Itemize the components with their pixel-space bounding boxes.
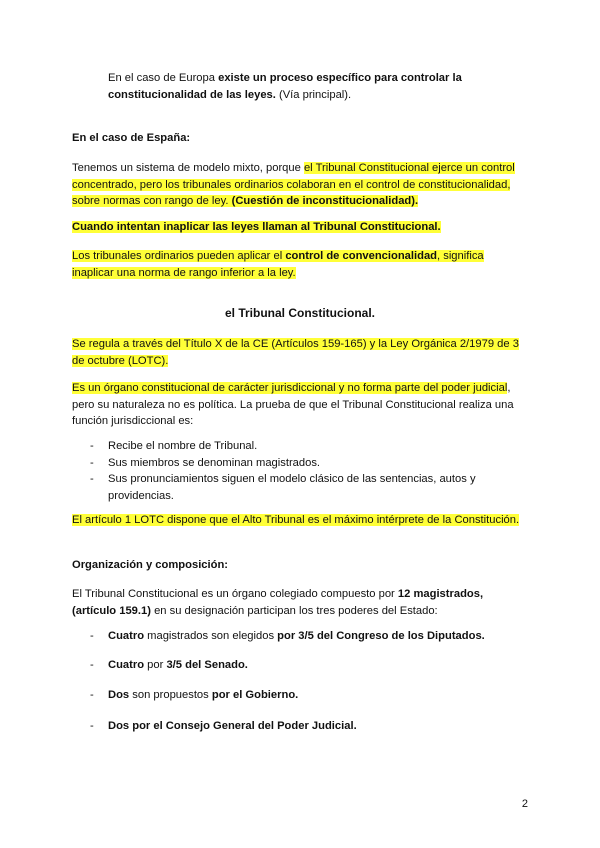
lotc-paragraph: El artículo 1 LOTC dispone que el Alto Tribunal es el máximo intérprete de la Constitución. [72, 514, 520, 526]
organ-text: , pero su naturaleza no es política. La prueba de que el Tribunal Constitucional realiza una función jurisdiccional es: [72, 382, 514, 427]
regulation-paragraph: Se regula a través del Título X de la CE (Artículos 159-165) y la Ley Orgánica 2/1979 de 3 de octubre (LOTC). [72, 338, 519, 367]
page-number: 2 [521, 798, 528, 810]
europe-text: En el caso de Europa [108, 72, 219, 84]
list-item: - Recibe el nombre de Tribunal. [90, 440, 258, 452]
list-item: - Sus miembros se denominan magistrados. [90, 456, 321, 469]
list-item: - Cuatro por 3/5 del Senado. [90, 659, 248, 671]
composition-list [72, 687, 528, 704]
convencionalidad-tail: , significa inaplicar una norma de rango inferior a la ley. [72, 250, 484, 279]
mixed-model-text: Tenemos un sistema de modelo mixto, porque [72, 162, 304, 174]
composition-bold: 12 magistrados, (artículo 159.1) [72, 588, 484, 617]
list-item: - Sus pronunciamientos siguen el modelo clásico de las sentencias, autos y providencias. [90, 473, 476, 502]
list-item: - Dos son propuestos por el Gobierno. [90, 689, 299, 701]
europe-paragraph [108, 70, 528, 103]
composition-list [72, 628, 528, 645]
composition-paragraph [72, 586, 528, 619]
convencionalidad-text: Los tribunales ordinarios pueden aplicar el [72, 250, 286, 262]
composition-list [72, 718, 528, 735]
europe-tail: (Vía principal). [275, 88, 352, 101]
list-item: - Cuatro magistrados son elegidos por 3/5 del Congreso de los Diputados. [90, 630, 485, 642]
mixed-model-highlight: el Tribunal Constitucional ejerce un control concentrado, pero los tribunales ordinarios colaboran en el control de constitucionalidad, sobre normas con rango de ley. [72, 162, 515, 207]
spain-heading: En el caso de España: [72, 132, 191, 144]
mixed-model-paragraph [72, 160, 528, 210]
inconstitucionalidad-highlight: (Cuestión de inconstitucionalidad). [231, 195, 419, 207]
organ-paragraph [72, 380, 528, 430]
inaplicar-paragraph: Cuando intentan inaplicar las leyes llaman al Tribunal Constitucional. [72, 221, 441, 233]
org-heading: Organización y composición: [72, 559, 229, 571]
list-item: - Dos por el Consejo General del Poder Judicial. [90, 720, 357, 732]
organ-highlight: Es un órgano constitucional de carácter jurisdiccional y no forma parte del poder judicial [72, 382, 508, 394]
composition-tail: en su designación participan los tres poderes del Estado: [150, 604, 438, 617]
jurisdictional-list [72, 438, 528, 504]
convencionalidad-bold: control de convencionalidad [285, 250, 438, 262]
section-title: el Tribunal Constitucional. [224, 306, 375, 320]
composition-text: El Tribunal Constitucional es un órgano colegiado compuesto por [72, 588, 398, 600]
convencionalidad-paragraph [72, 248, 528, 281]
composition-list [72, 657, 528, 674]
europe-bold: existe un proceso específico para controlar la constitucionalidad de las leyes. [108, 72, 462, 101]
